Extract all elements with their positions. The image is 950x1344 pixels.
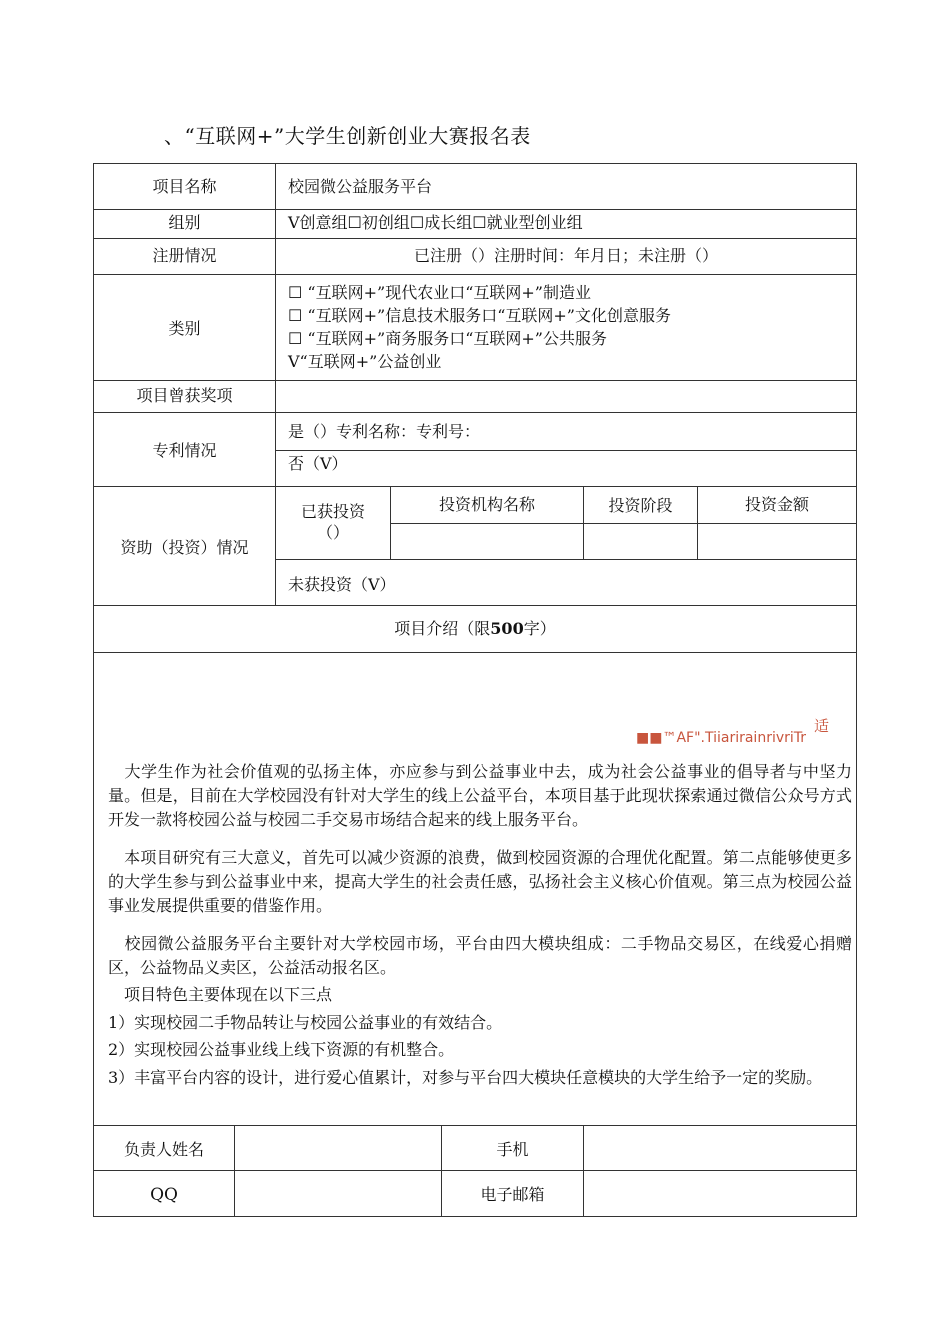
intro-paragraph: 大学生作为社会价值观的弘扬主体，亦应参与到公益事业中去，成为社会公益事业的倡导者与中坚力量。但是，目前在大学校园没有针对大学生的线上公益平台，本项目基于此现状探索通过微信公众号方式开发一款将校园公益与校园二手交易市场结合起来的线上服务平台。 [108, 762, 852, 829]
intro-header: 项目介绍（限500字） [394, 619, 556, 638]
funded-label: 已获投资 [300, 502, 365, 521]
funded-checkbox: （） [316, 523, 349, 542]
project-name-value: 校园微公益服务平台 [288, 177, 433, 196]
project-name-label: 项目名称 [152, 177, 217, 196]
funding-label: 资助（投资）情况 [120, 538, 249, 557]
patent-label: 专利情况 [152, 441, 217, 460]
amount-header: 投资金额 [744, 495, 809, 514]
intro-paragraph: 项目特色主要体现在以下三点 [108, 985, 333, 1004]
patent-no: 否（V） [288, 454, 348, 473]
intro-list-item: 3）丰富平台内容的设计，进行爱心值累计，对参与平台四大模块任意模块的大学生给予一定的奖励。 [108, 1068, 823, 1087]
watermark-char: 适 [814, 717, 830, 735]
registration-value: 已注册（）注册时间：年月日；未注册（） [413, 246, 718, 265]
registration-label: 注册情况 [152, 246, 217, 265]
watermark: ■■™AF".TiiarirainrivriTr [636, 730, 807, 746]
category-label: 类别 [168, 319, 201, 338]
stage-header: 投资阶段 [608, 496, 673, 515]
not-funded: 未获投资（V） [288, 575, 396, 594]
awards-label: 项目曾获奖项 [136, 386, 233, 405]
group-label: 组别 [168, 213, 201, 232]
intro-paragraph: 本项目研究有三大意义，首先可以减少资源的浪费，做到校园资源的合理优化配置。第二点能够使更多的大学生参与到公益事业中来，提高大学生的社会责任感，弘扬社会主义核心价值观。第三点为校园公益事业发展提供重要的借鉴作用。 [108, 848, 852, 915]
email-label: 电子邮箱 [480, 1185, 545, 1204]
intro-list-item: 2）实现校园公益事业线上线下资源的有机整合。 [108, 1040, 455, 1059]
phone-label: 手机 [496, 1140, 529, 1159]
category-line: ☐ “互联网+”信息技术服务口“互联网+”文化创意服务 [288, 306, 671, 325]
qq-label: QQ [150, 1185, 178, 1205]
form-title: 、“互联网+”大学生创新创业大赛报名表 [164, 124, 531, 148]
leader-label: 负责人姓名 [123, 1140, 204, 1159]
intro-paragraph: 校园微公益服务平台主要针对大学校园市场，平台由四大模块组成：二手物品交易区，在线爱心捐赠区，公益物品义卖区，公益活动报名区。 [108, 934, 852, 977]
category-line: ☐ “互联网+”现代农业口“互联网+”制造业 [288, 283, 591, 302]
category-line: ☐ “互联网+”商务服务口“互联网+”公共服务 [288, 329, 607, 348]
intro-list-item: 1）实现校园二手物品转让与校园公益事业的有效结合。 [108, 1013, 503, 1032]
patent-yes: 是（）专利名称：专利号： [288, 422, 481, 441]
category-line: V“互联网+”公益创业 [288, 352, 442, 371]
investor-header: 投资机构名称 [438, 495, 535, 514]
group-value: V创意组☐初创组☐成长组☐就业型创业组 [288, 213, 583, 232]
